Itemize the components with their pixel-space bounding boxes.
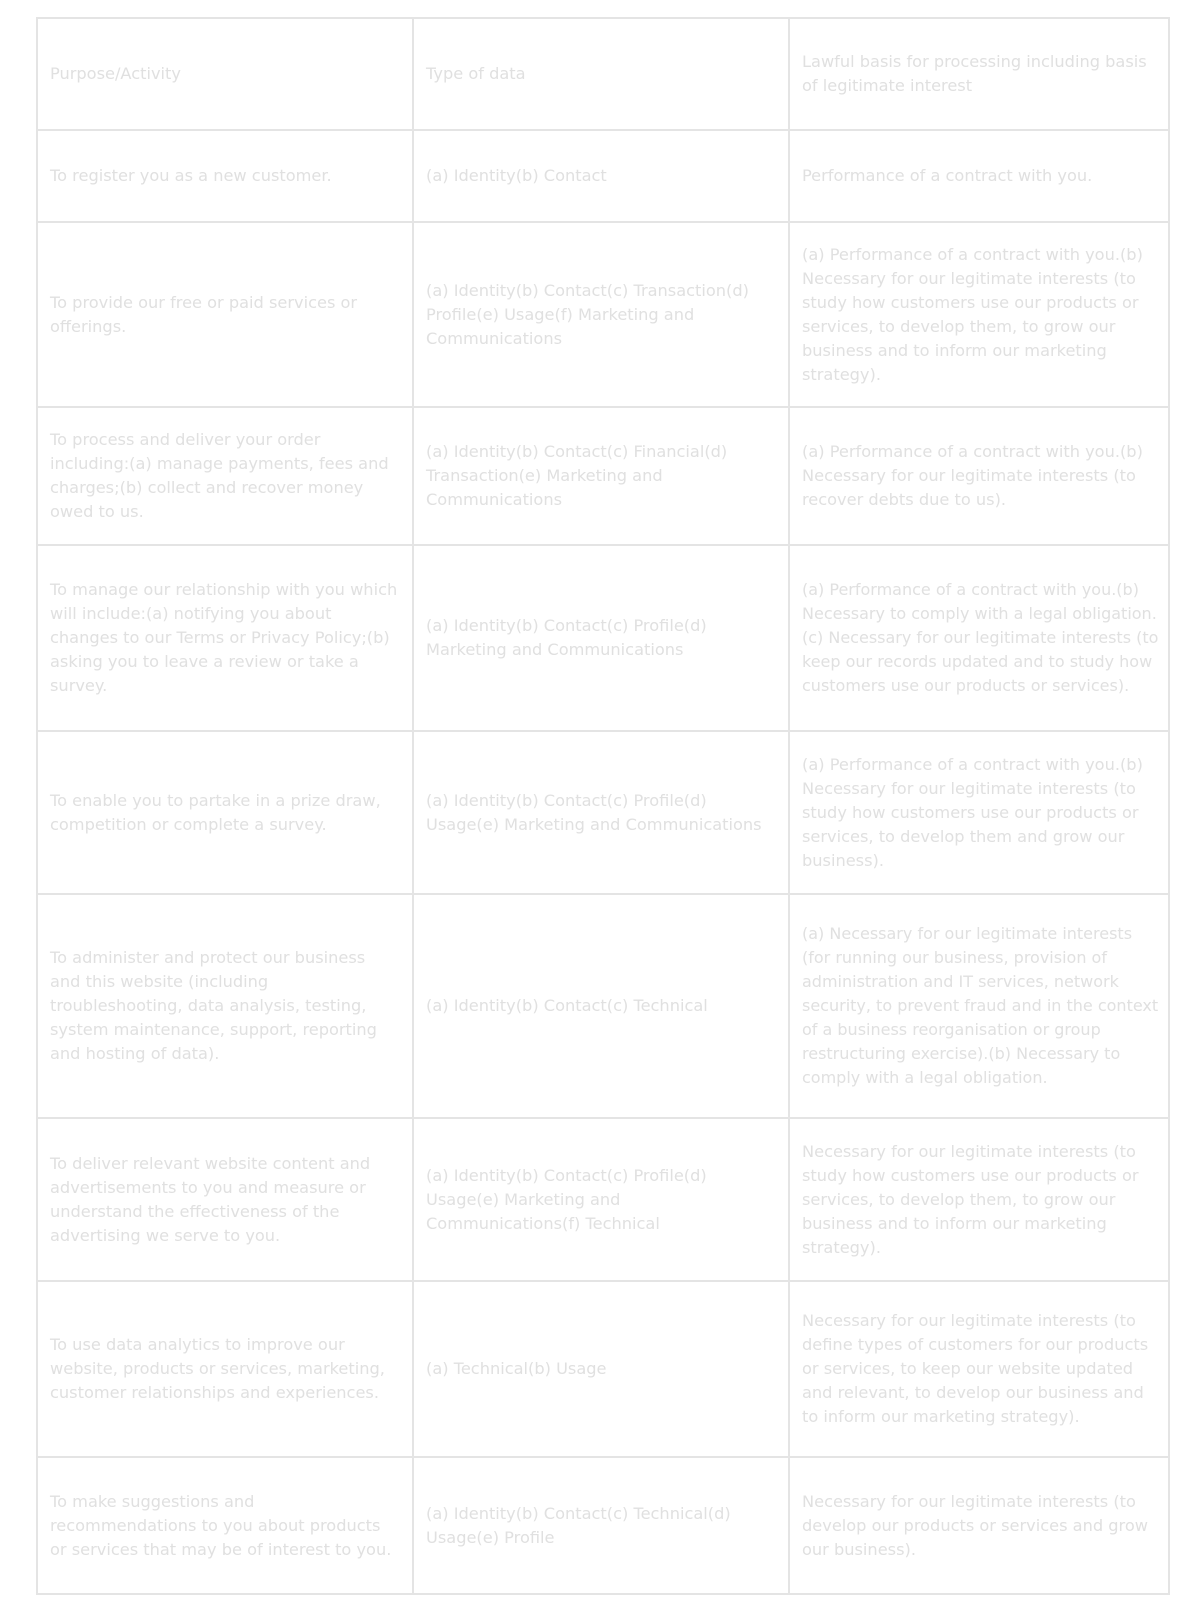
cell-lawful-basis: (a) Necessary for our legitimate interests (for running our business, provision of administration and IT services, network security, to prevent fraud and in the context of a business reorganisation or group restructuring exercise).(b) Necessary to comply with a legal obligation. bbox=[789, 894, 1169, 1118]
table-row bbox=[37, 1457, 1169, 1594]
cell-data-type: (a) Identity(b) Contact(c) Transaction(d) Profile(e) Usage(f) Marketing and Communications bbox=[413, 222, 789, 407]
cell-purpose: To enable you to partake in a prize draw, competition or complete a survey. bbox=[37, 731, 413, 894]
cell-data-type: (a) Identity(b) Contact(c) Profile(d) Usage(e) Marketing and Communications bbox=[413, 731, 789, 894]
cell-purpose: To register you as a new customer. bbox=[37, 130, 413, 222]
cell-purpose: To use data analytics to improve our website, products or services, marketing, customer relationships and experiences. bbox=[37, 1281, 413, 1457]
header-purpose: Purpose/Activity bbox=[37, 18, 413, 130]
cell-lawful-basis: (a) Performance of a contract with you.(b) Necessary for our legitimate interests (to study how customers use our products or services, to develop them and grow our business). bbox=[789, 731, 1169, 894]
table-row bbox=[37, 1281, 1169, 1457]
lawful-basis-table-container bbox=[36, 17, 1168, 1595]
cell-lawful-basis: Performance of a contract with you. bbox=[789, 130, 1169, 222]
table-row bbox=[37, 222, 1169, 407]
cell-data-type: (a) Technical(b) Usage bbox=[413, 1281, 789, 1457]
cell-purpose: To administer and protect our business and this website (including troubleshooting, data analysis, testing, system maintenance, support, reporting and hosting of data). bbox=[37, 894, 413, 1118]
cell-purpose: To make suggestions and recommendations to you about products or services that may be of interest to you. bbox=[37, 1457, 413, 1594]
table-row bbox=[37, 1118, 1169, 1281]
header-data-type: Type of data bbox=[413, 18, 789, 130]
table-header-row bbox=[37, 18, 1169, 130]
table-row bbox=[37, 407, 1169, 545]
cell-lawful-basis: Necessary for our legitimate interests (to define types of customers for our products or services, to keep our website updated and relevant, to develop our business and to inform our marketing strategy). bbox=[789, 1281, 1169, 1457]
cell-purpose: To manage our relationship with you which will include:(a) notifying you about changes to our Terms or Privacy Policy;(b) asking you to leave a review or take a survey. bbox=[37, 545, 413, 731]
cell-lawful-basis: (a) Performance of a contract with you.(b) Necessary for our legitimate interests (to recover debts due to us). bbox=[789, 407, 1169, 545]
cell-purpose: To process and deliver your order including:(a) manage payments, fees and charges;(b) collect and recover money owed to us. bbox=[37, 407, 413, 545]
cell-data-type: (a) Identity(b) Contact(c) Financial(d) Transaction(e) Marketing and Communications bbox=[413, 407, 789, 545]
table-row bbox=[37, 894, 1169, 1118]
lawful-basis-table bbox=[36, 17, 1170, 1595]
cell-data-type: (a) Identity(b) Contact(c) Technical(d) Usage(e) Profile bbox=[413, 1457, 789, 1594]
cell-lawful-basis: Necessary for our legitimate interests (to develop our products or services and grow our business). bbox=[789, 1457, 1169, 1594]
table-row bbox=[37, 130, 1169, 222]
cell-data-type: (a) Identity(b) Contact(c) Technical bbox=[413, 894, 789, 1118]
cell-lawful-basis: Necessary for our legitimate interests (to study how customers use our products or services, to develop them, to grow our business and to inform our marketing strategy). bbox=[789, 1118, 1169, 1281]
cell-lawful-basis: (a) Performance of a contract with you.(b) Necessary for our legitimate interests (to study how customers use our products or services, to develop them, to grow our business and to inform our marketing strategy). bbox=[789, 222, 1169, 407]
cell-data-type: (a) Identity(b) Contact(c) Profile(d) Usage(e) Marketing and Communications(f) Technical bbox=[413, 1118, 789, 1281]
cell-purpose: To provide our free or paid services or offerings. bbox=[37, 222, 413, 407]
cell-data-type: (a) Identity(b) Contact bbox=[413, 130, 789, 222]
table-row bbox=[37, 731, 1169, 894]
cell-lawful-basis: (a) Performance of a contract with you.(b) Necessary to comply with a legal obligation.(c) Necessary for our legitimate interests (to keep our records updated and to study how customers use our products or services). bbox=[789, 545, 1169, 731]
header-lawful-basis: Lawful basis for processing including basis of legitimate interest bbox=[789, 18, 1169, 130]
cell-purpose: To deliver relevant website content and advertisements to you and measure or understand the effectiveness of the advertising we serve to you. bbox=[37, 1118, 413, 1281]
table-row bbox=[37, 545, 1169, 731]
cell-data-type: (a) Identity(b) Contact(c) Profile(d) Marketing and Communications bbox=[413, 545, 789, 731]
